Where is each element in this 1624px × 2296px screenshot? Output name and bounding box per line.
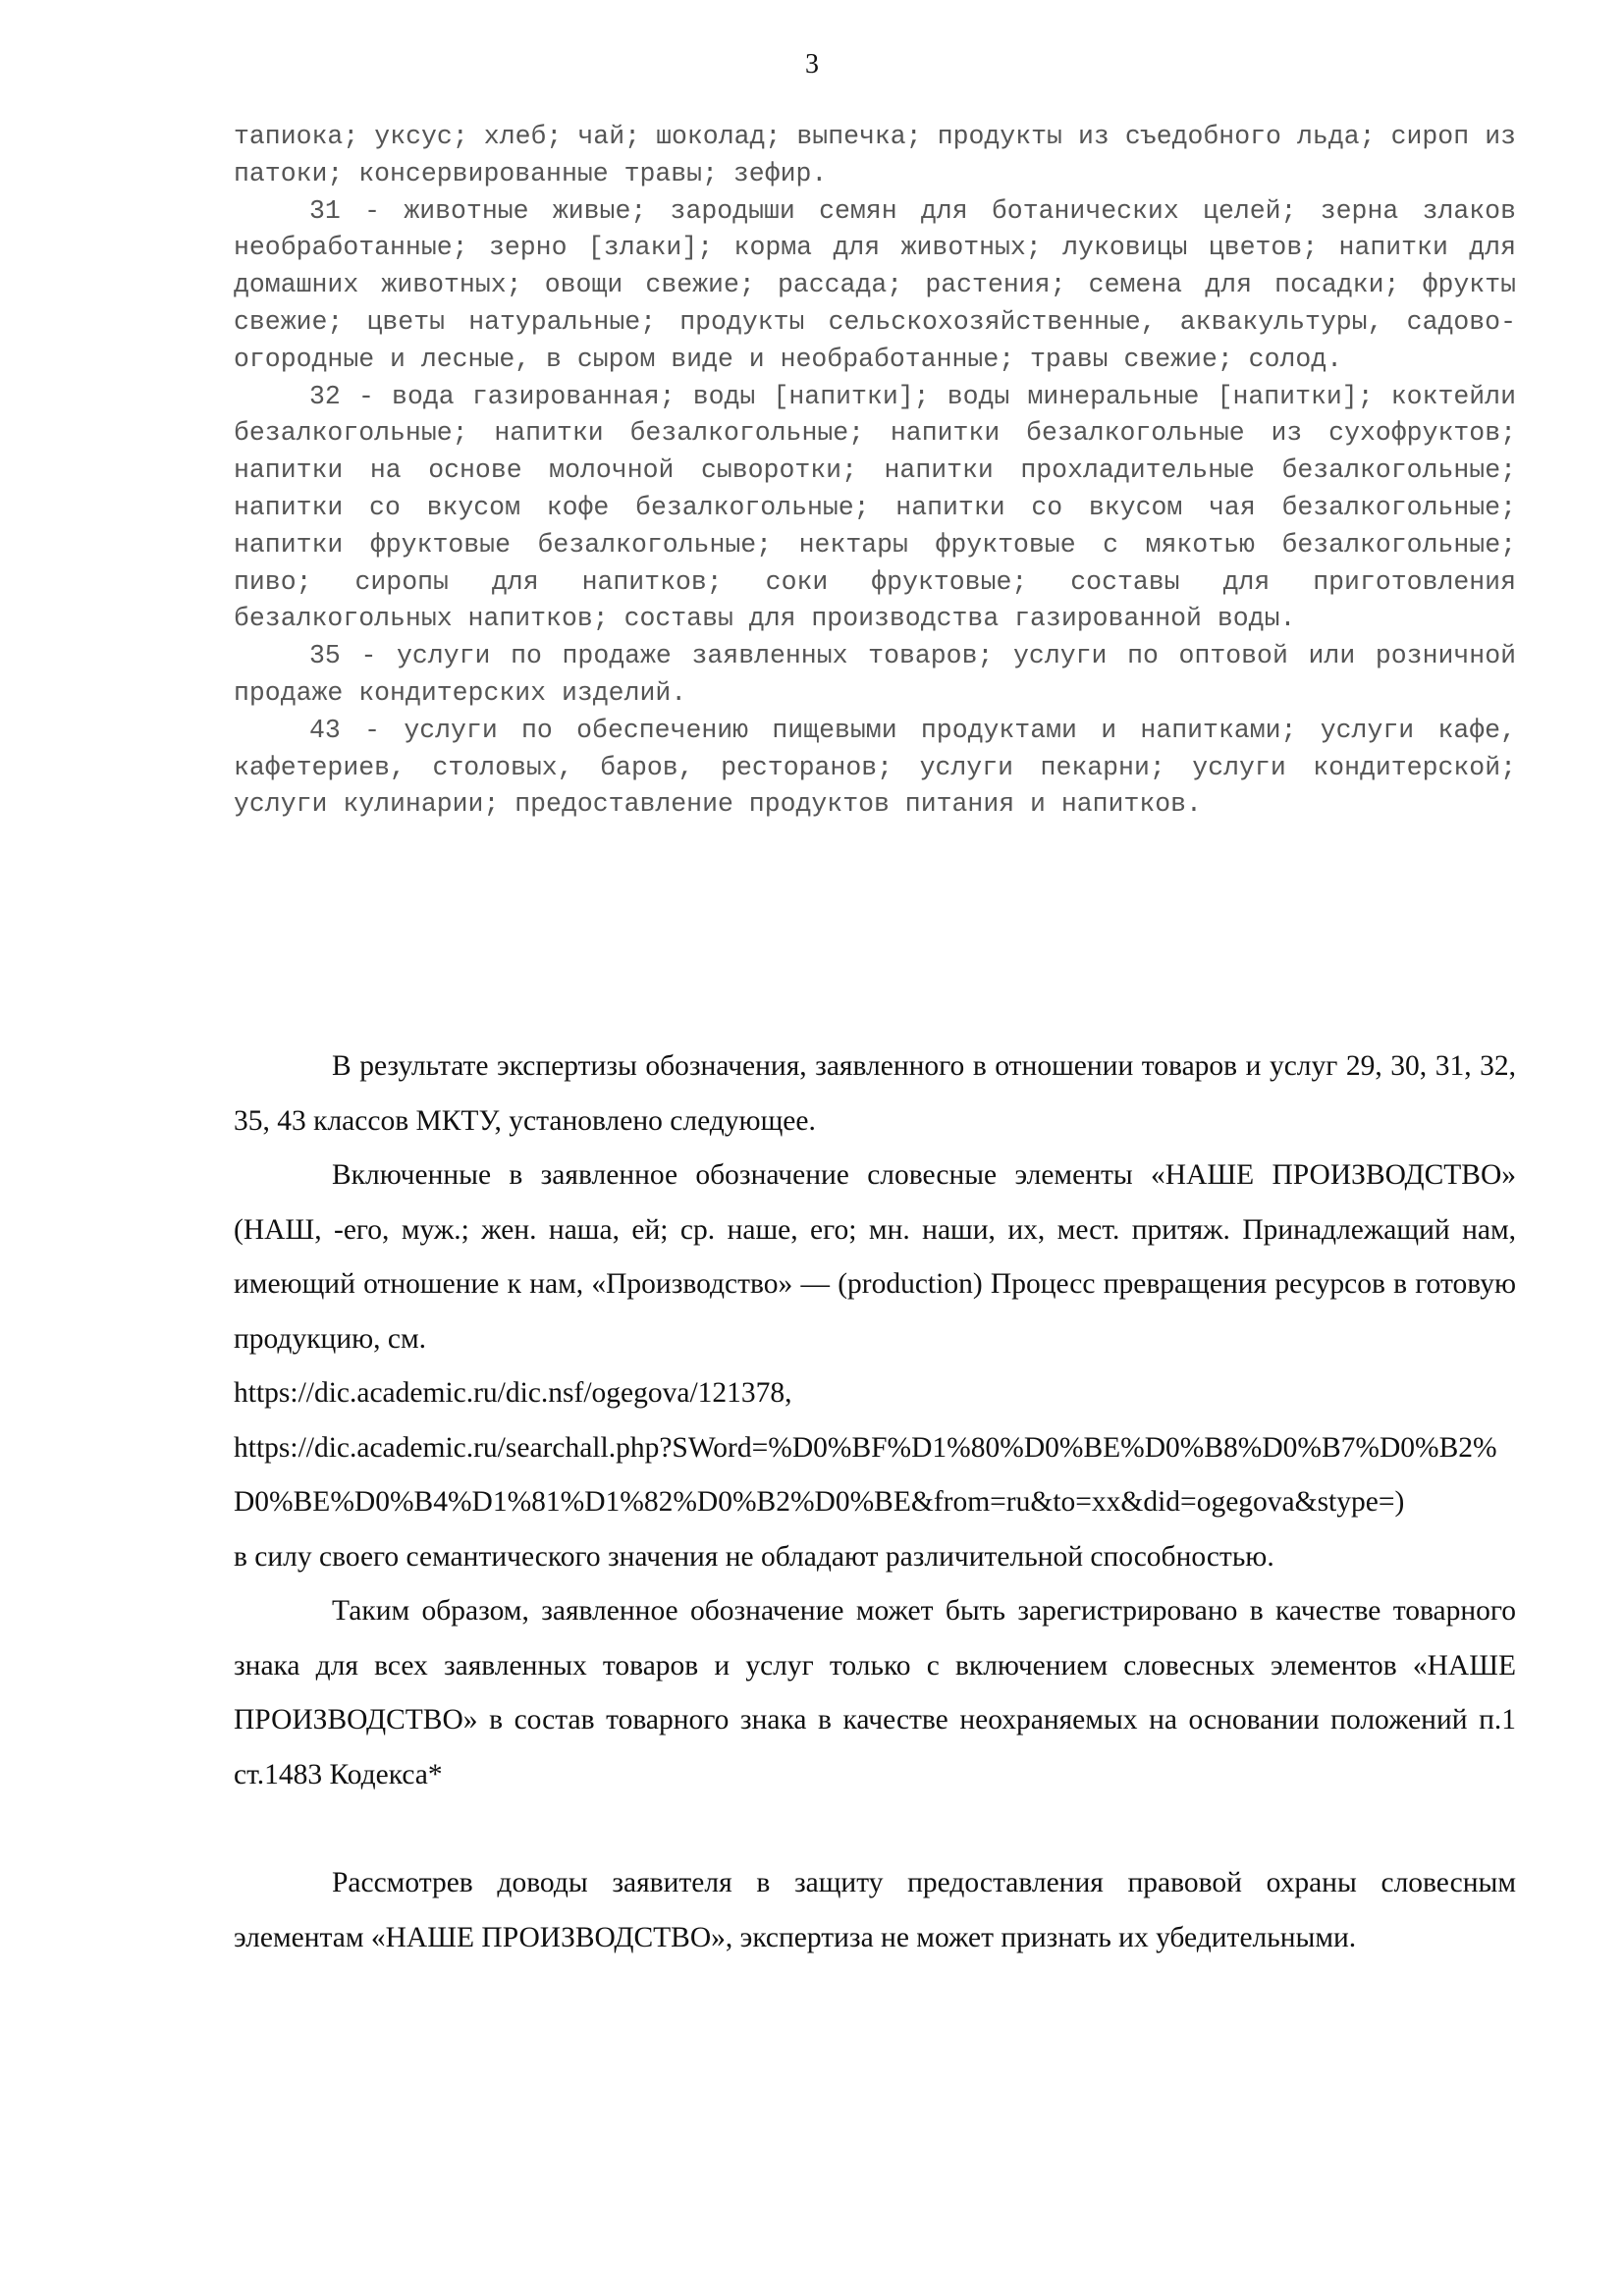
registration-conclusion-paragraph: Таким образом, заявленное обозначение может быть зарегистрировано в качестве товарного знака для всех заявленных товаров и услуг только с включением словесных элементов «НАШЕ ПРОИЗВОДСТВО» в состав товарного знака в качестве неохраняемых на основании положений п.1 ст.1483 Кодекса* bbox=[234, 1595, 1516, 1790]
goods-class-32: 32 - вода газированная; воды [напитки]; воды минеральные [напитки]; коктейли безалкогольные; напитки безалкогольные; напитки безалкогольные из сухофруктов; напитки на основе молочной сыворотки; напитки прохладительные безалкогольные; напитки со вкусом кофе безалкогольные; напитки со вкусом чая безалкогольные; напитки фруктовые безалкогольные; нектары фруктовые с мякотью безалкогольные; пиво; сиропы для напитков; соки фруктовые; составы для приготовления безалкогольных напитков; составы для производства газированной воды. bbox=[234, 381, 1516, 634]
dictionary-link-1[interactable]: https://dic.academic.ru/dic.nsf/ogegova/121378, bbox=[234, 1377, 792, 1409]
goods-list-continuation: тапиока; уксус; хлеб; чай; шоколад; выпечка; продукты из съедобного льда; сироп из патоки; консервированные травы; зефир. bbox=[234, 122, 1516, 188]
goods-class-31: 31 - животные живые; зародыши семян для ботанических целей; зерна злаков необработанные; зерно [злаки]; корма для животных; луковицы цветов; напитки для домашних животных; овощи свежие; рассада; растения; семена для посадки; фрукты свежие; цветы натуральные; продукты сельскохозяйственные, аквакультуры, садово-огородные и лесные, в сыром виде и необработанные; травы свежие; солод. bbox=[234, 195, 1516, 374]
goods-services-list bbox=[234, 119, 1516, 824]
services-class-43: 43 - услуги по обеспечению пищевыми продуктами и напитками; услуги кафе, кафетериев, столовых, баров, ресторанов; услуги пекарни; услуги кондитерской; услуги кулинарии; предоставление продуктов питания и напитков. bbox=[234, 715, 1516, 820]
services-class-35: 35 - услуги по продаже заявленных товаров; услуги по оптовой или розничной продаже кондитерских изделий. bbox=[234, 641, 1516, 708]
word-elements-conclusion: в силу своего семантического значения не обладают различительной способностью. bbox=[234, 1540, 1274, 1573]
page-number: 3 bbox=[805, 49, 819, 80]
word-elements-paragraph bbox=[234, 1148, 1516, 1530]
word-elements-intro: Включенные в заявленное обозначение словесные элементы «НАШЕ ПРОИЗВОДСТВО» (НАШ, -его, муж.; жен. наша, ей; ср. наше, его; мн. наши, их, мест. притяж. Принадлежащий нам, имеющий отношение к нам, «Производство» — (production) Процесс превращения ресурсов в готовую продукцию, см. bbox=[234, 1159, 1516, 1355]
examination-text bbox=[234, 1040, 1516, 1965]
applicant-arguments-paragraph: Рассмотрев доводы заявителя в защиту предоставления правовой охраны словесным элементам «НАШЕ ПРОИЗВОДСТВО», экспертиза не может признать их убедительными. bbox=[234, 1867, 1516, 1953]
examination-result-paragraph: В результате экспертизы обозначения, заявленного в отношении товаров и услуг 29, 30, 31, 32, 35, 43 классов МКТУ, установлено следующее. bbox=[234, 1050, 1516, 1137]
dictionary-link-2[interactable]: https://dic.academic.ru/searchall.php?SWord=%D0%BF%D1%80%D0%BE%D0%B8%D0%B7%D0%B2%D0%BE%D0%B4%D1%81%D1%82%D0%B2%D0%BE&from=ru&to=xx&did=ogegova&stype=) bbox=[234, 1431, 1497, 1518]
